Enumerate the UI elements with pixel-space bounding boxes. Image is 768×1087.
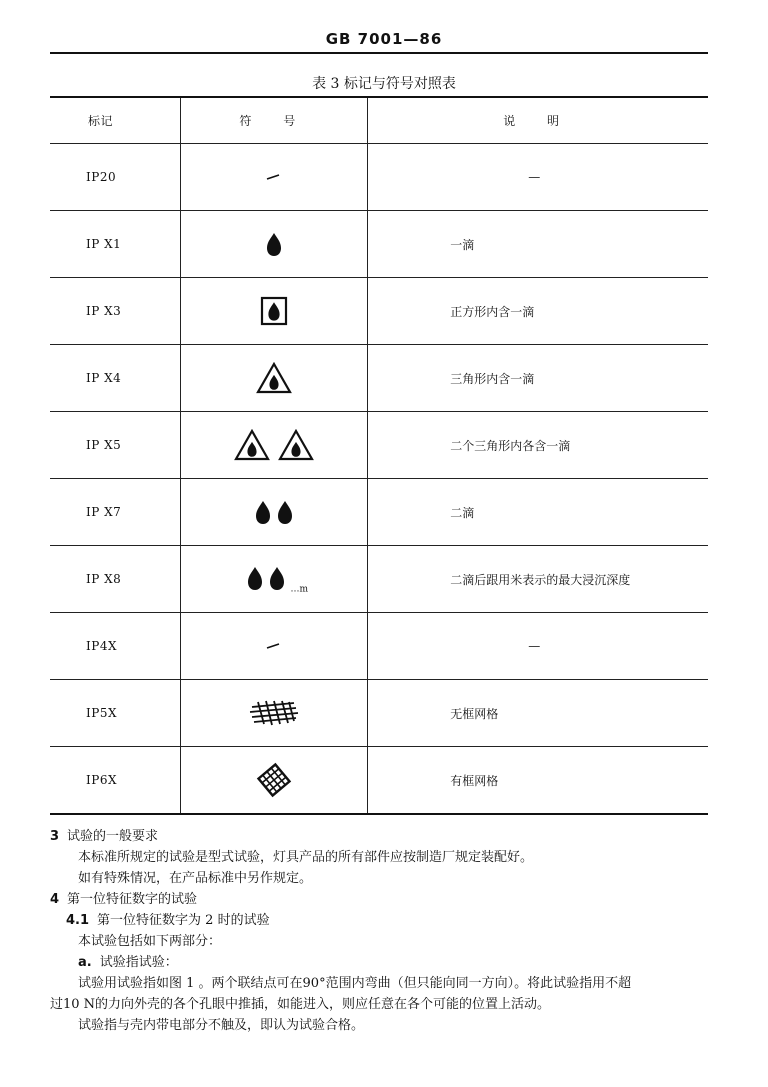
table-row bbox=[50, 546, 708, 613]
table-row bbox=[50, 479, 708, 546]
paragraph: 试验指与壳内带电部分不触及，即认为试验合格。 bbox=[78, 1018, 365, 1033]
dash-icon bbox=[262, 170, 286, 184]
section-number: 3 bbox=[50, 829, 60, 844]
column-header-symbol: 符 号 bbox=[181, 97, 368, 144]
section-number: 4.1 bbox=[66, 913, 90, 928]
mark-cell: IP X1 bbox=[50, 211, 181, 278]
symbol-cell bbox=[181, 680, 368, 747]
section-number: 4 bbox=[50, 892, 60, 907]
description-cell: 有框网格 bbox=[368, 747, 708, 815]
two-drops-depth-icon bbox=[241, 563, 291, 593]
symbol-cell bbox=[181, 412, 368, 479]
symbol-cell bbox=[181, 345, 368, 412]
table-row bbox=[50, 345, 708, 412]
description-cell: — bbox=[368, 144, 708, 211]
item-a-heading bbox=[50, 952, 718, 973]
document-code-header: GB 7001—86 bbox=[325, 30, 443, 48]
framed-grid-icon bbox=[256, 762, 292, 798]
item-title: 试验指试验： bbox=[99, 955, 178, 970]
description-cell: 二个三角形内各含一滴 bbox=[368, 412, 708, 479]
symbol-cell bbox=[181, 144, 368, 211]
description-cell: 无框网格 bbox=[368, 680, 708, 747]
description-cell: 正方形内含一滴 bbox=[368, 278, 708, 345]
table-header-row bbox=[50, 97, 708, 144]
mark-cell: IP X3 bbox=[50, 278, 181, 345]
paragraph: 试验用试验指如图 1 。两个联结点可在90°范围内弯曲（但只能向同一方向）。将此试验指用不超 bbox=[78, 976, 632, 991]
body-text bbox=[50, 826, 718, 1036]
table-row bbox=[50, 680, 708, 747]
table-row bbox=[50, 278, 708, 345]
description-cell: 一滴 bbox=[368, 211, 708, 278]
section-title: 第一位特征数字为 2 时的试验 bbox=[97, 913, 270, 928]
mark-cell: IP X7 bbox=[50, 479, 181, 546]
item-number: a. bbox=[78, 955, 92, 970]
mark-cell: IP5X bbox=[50, 680, 181, 747]
symbol-cell bbox=[181, 747, 368, 815]
symbol-cell bbox=[181, 546, 368, 613]
section-4-1-heading bbox=[50, 910, 718, 931]
symbol-cell bbox=[181, 479, 368, 546]
section-title: 试验的一般要求 bbox=[67, 829, 159, 844]
mark-cell: IP20 bbox=[50, 144, 181, 211]
paragraph: 本标准所规定的试验是型式试验，灯具产品的所有部件应按制造厂规定装配好。 bbox=[78, 850, 534, 865]
table-row bbox=[50, 211, 708, 278]
column-header-description: 说 明 bbox=[368, 97, 708, 144]
symbol-cell bbox=[181, 613, 368, 680]
two-drops-in-triangles-icon bbox=[231, 429, 317, 461]
table-row bbox=[50, 412, 708, 479]
paragraph: 过10 N的力向外壳的各个孔眼中推插，如能进入，则应任意在各个可能的位置上活动。 bbox=[50, 997, 551, 1012]
section-3-heading bbox=[50, 826, 718, 847]
table-row bbox=[50, 613, 708, 680]
table-row bbox=[50, 747, 708, 815]
drop-icon bbox=[262, 229, 286, 259]
symbol-cell bbox=[181, 278, 368, 345]
drop-in-triangle-icon bbox=[256, 362, 292, 394]
drop-in-square-icon bbox=[259, 295, 289, 327]
unframed-grid-icon bbox=[248, 700, 300, 726]
mark-cell: IP X4 bbox=[50, 345, 181, 412]
column-header-mark: 标记 bbox=[50, 97, 181, 144]
header-rule bbox=[50, 52, 708, 54]
mark-cell: IP X8 bbox=[50, 546, 181, 613]
mark-cell: IP4X bbox=[50, 613, 181, 680]
description-cell: 二滴后跟用米表示的最大浸沉深度 bbox=[368, 546, 708, 613]
mark-cell: IP X5 bbox=[50, 412, 181, 479]
dash-icon bbox=[262, 639, 286, 653]
description-cell: 二滴 bbox=[368, 479, 708, 546]
section-4-heading bbox=[50, 889, 718, 910]
description-cell: — bbox=[368, 613, 708, 680]
table-title: 表 3 标记与符号对照表 bbox=[312, 76, 456, 92]
paragraph: 如有特殊情况，在产品标准中另作规定。 bbox=[78, 871, 313, 886]
mark-symbol-table bbox=[50, 96, 708, 815]
paragraph: 本试验包括如下两部分： bbox=[78, 934, 222, 949]
depth-unit-label: …m bbox=[290, 584, 309, 595]
description-cell: 三角形内含一滴 bbox=[368, 345, 708, 412]
section-title: 第一位特征数字的试验 bbox=[67, 892, 198, 907]
mark-cell: IP6X bbox=[50, 747, 181, 815]
table-row bbox=[50, 144, 708, 211]
two-drops-icon bbox=[249, 497, 299, 527]
symbol-cell bbox=[181, 211, 368, 278]
